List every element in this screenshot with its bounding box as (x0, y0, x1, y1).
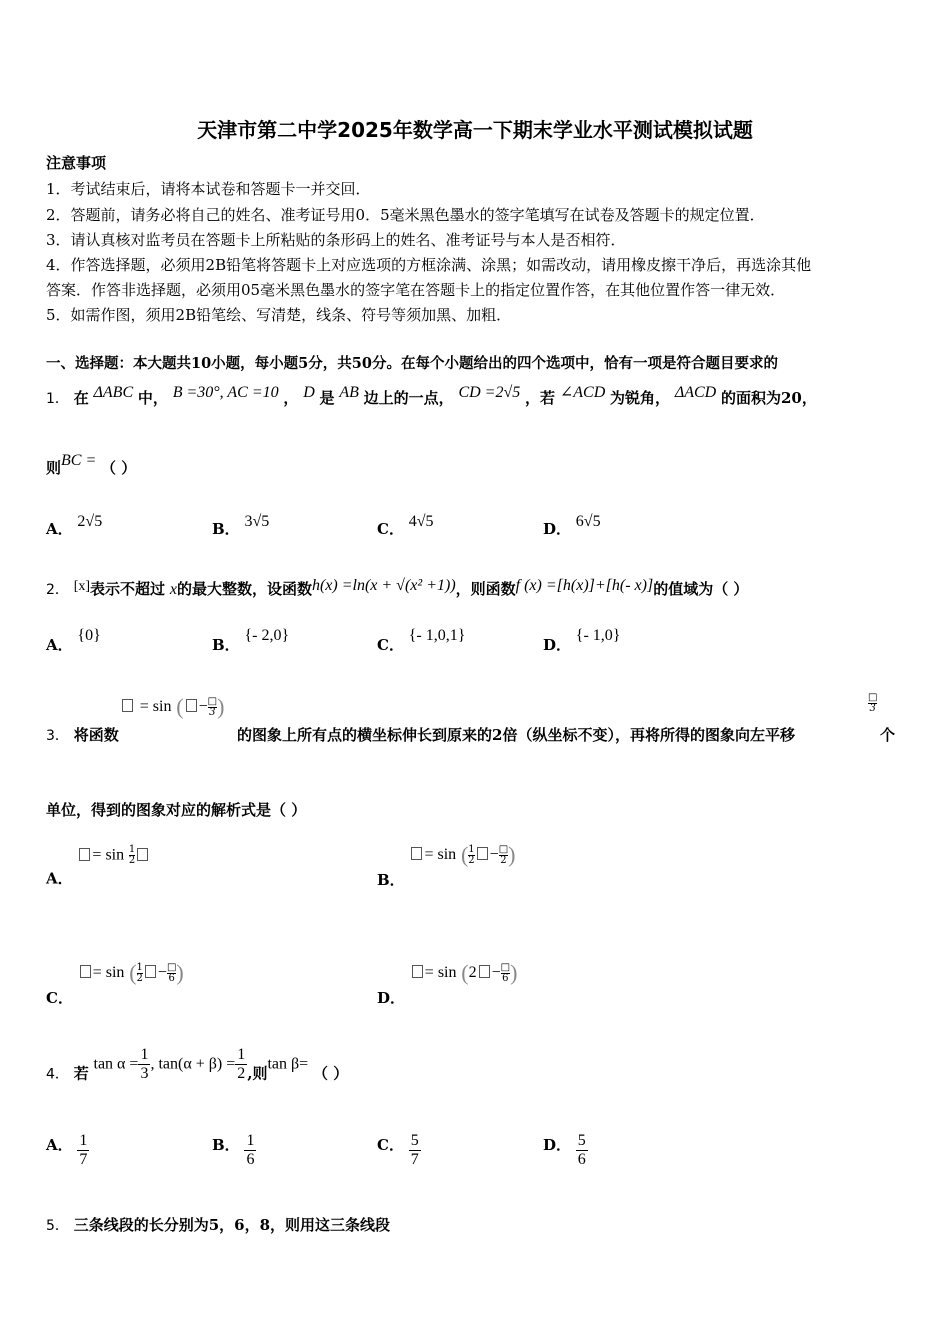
q2-math: h(x) =ln(x + √(x² +1)) (311, 577, 456, 594)
q3-math: = sin (139, 698, 172, 715)
option-label: A． (46, 636, 73, 654)
q3-function: = sin ( − $\frac{□}{3}$) (120, 694, 224, 720)
q4-text: ,则 (247, 1064, 268, 1083)
option-label: D． (543, 1136, 572, 1154)
q1-option-a[interactable] (46, 512, 102, 539)
q1-math: B =30°, AC =10 (172, 384, 279, 401)
q1-math: AB (339, 384, 359, 401)
option-value: = sin (424, 846, 457, 863)
option-value: 3√5 (244, 513, 270, 530)
q2-option-c[interactable] (377, 626, 465, 655)
q3-fraction: $\frac{□}{3}$ (207, 695, 218, 718)
q2-math: f (x) =[h(x)]+[h(- x)] (515, 577, 654, 594)
question-number: 5． (46, 1218, 69, 1234)
notice-item: 5．如需作图，须用2B铅笔绘、写清楚，线条、符号等须加黑、加粗． (46, 306, 512, 324)
q4-math: tan β= (267, 1055, 309, 1073)
option-label: B． (377, 871, 405, 889)
q4-text: （ ） (312, 1064, 349, 1083)
q4-option-c[interactable]: C． $\frac{5}{7}$ (377, 1132, 419, 1168)
placeholder-glyph (122, 699, 133, 712)
option-value: {- 1,0} (575, 627, 621, 644)
option-label: D． (543, 520, 572, 538)
notice-heading: 注意事项 (46, 154, 107, 172)
q1-text: 的面积为20， (721, 389, 817, 407)
option-value: {- 1,0,1} (408, 627, 466, 644)
q3-text: 单位，得到的图象对应的解析式是（ ） (46, 801, 307, 819)
notice-item: 3．请认真核对监考员在答题卡上所粘贴的条形码上的姓名、准考证号与本人是否相符． (46, 231, 626, 249)
q2-math: x (169, 581, 177, 598)
page-title: 天津市第二中学2025年数学高一下期末学业水平测试模拟试题 (197, 118, 753, 142)
q1-text: 中， (137, 389, 168, 407)
q3-text-line (237, 724, 795, 745)
question-3-line (46, 724, 119, 745)
q1-text: 在 (73, 389, 89, 407)
q4-math: tan α = (93, 1055, 139, 1073)
question-number: 2． (46, 582, 69, 598)
option-label: B． (212, 520, 240, 538)
q4-fraction: $\frac{1}{2}$ (237, 1046, 246, 1082)
q2-text: ，则函数 (455, 580, 516, 598)
q1-option-d[interactable] (543, 512, 601, 539)
option-label: A． (46, 869, 73, 888)
option-label: D． (543, 636, 572, 654)
q3-text: 将函数 (73, 726, 119, 744)
section-heading: 一、选择题：本大题共10小题，每小题5分，共50分。在每个小题给出的四个选项中，恰有一项是符合题目要求的 (46, 355, 778, 372)
q1-math: ∠ACD (559, 384, 606, 401)
q3-text: 的图象上所有点的横坐标伸长到原来的2倍（纵坐标不变），再将所得的图象向左平移 (237, 726, 795, 744)
q3-shift-fraction: $\frac{□}{3}$ (868, 692, 878, 714)
q3-text: 个 (880, 726, 896, 744)
option-label: C． (377, 520, 404, 538)
q2-text: 的最大整数，设函数 (176, 580, 312, 598)
q4-math: , tan(α + β) = (150, 1055, 236, 1073)
q2-text: 表示不超过 (90, 580, 166, 598)
q1-math: ΔABC (93, 384, 134, 401)
question-2-line (46, 577, 748, 599)
q4-option-d[interactable]: D． $\frac{5}{6}$ (543, 1132, 586, 1168)
q5-text: 三条线段的长分别为5，6，8，则用这三条线段 (73, 1216, 391, 1234)
q2-math: [x] (73, 579, 91, 594)
option-value: = sin (92, 964, 125, 981)
q1-text: 是 (319, 389, 335, 407)
q1-math: CD =2√5 (458, 384, 521, 401)
option-label: B． (212, 1136, 240, 1154)
option-value: 4√5 (408, 513, 434, 530)
notice-item: 4．作答选择题，必须用2B铅笔将答题卡上对应选项的方框涂满、涂黑；如需改动，请用橡皮擦干净后，再选涂其他 (46, 256, 812, 274)
q3-option-b[interactable]: B． = sin ( $\frac{1}{2}$ − $\frac{□}{2}$) (377, 842, 516, 889)
option-label: A． (46, 520, 73, 538)
notice-item: 答案．作答非选择题，必须用05毫米黑色墨水的签字笔在答题卡上的指定位置作答，在其他位置作答一律无效． (46, 281, 786, 299)
q1-option-c[interactable] (377, 512, 434, 539)
question-1-line (46, 382, 817, 408)
option-value: {- 2,0} (244, 627, 290, 644)
q3-option-a[interactable]: A． = sin $\frac{1}{2}$ (46, 845, 150, 889)
q1-math: BC = (61, 452, 97, 469)
q1-text: 则 (46, 459, 62, 477)
q2-option-d[interactable] (543, 626, 620, 655)
option-value: 6√5 (575, 513, 601, 530)
question-1-line2 (46, 452, 136, 478)
q2-option-a[interactable] (46, 626, 101, 655)
q1-text: ， (283, 389, 299, 407)
q1-text: ，若 (525, 389, 556, 407)
question-number: 1． (46, 391, 69, 407)
option-value: = sin (92, 846, 125, 864)
q1-text: （ ） (101, 459, 137, 477)
question-number: 4． (46, 1066, 69, 1083)
question-4-line (46, 1046, 348, 1084)
q4-fraction: $\frac{1}{3}$ (140, 1046, 149, 1082)
option-label: C． (46, 989, 73, 1007)
q3-math: − (198, 698, 208, 715)
q4-option-a[interactable]: A． $\frac{1}{7}$ (46, 1132, 88, 1168)
notice-item: 1．考试结束后，请将本试卷和答题卡一并交回． (46, 180, 371, 198)
option-value: = sin (424, 964, 457, 981)
q4-text: 若 (73, 1064, 89, 1083)
q2-option-b[interactable] (212, 626, 289, 655)
q1-option-b[interactable] (212, 512, 269, 539)
notice-item: 2．答题前，请务必将自己的姓名、准考证号用0．5毫米黑色墨水的签字笔填写在试卷及答题卡的规定位置． (46, 206, 765, 224)
option-value: {0} (77, 627, 101, 644)
option-value: 2√5 (77, 513, 103, 530)
q1-math: ΔACD (674, 384, 717, 401)
option-label: A． (46, 1136, 73, 1154)
q1-text: 边上的一点， (363, 389, 454, 407)
q3-option-d[interactable]: D． = sin (2 − $\frac{□}{6}$) (377, 960, 518, 1007)
question-number: 3． (46, 728, 69, 744)
option-label: C． (377, 1136, 404, 1154)
q1-math: D (303, 384, 315, 401)
q4-option-b[interactable]: B． $\frac{1}{6}$ (212, 1132, 255, 1168)
option-label: B． (212, 636, 240, 654)
q2-text: 的值域为（ ） (653, 580, 749, 598)
q1-text: 为锐角， (610, 389, 671, 407)
q3-option-c[interactable]: C． = sin ( $\frac{1}{2}$ − $\frac{□}{6}$) (46, 960, 184, 1007)
question-5-line (46, 1214, 390, 1235)
option-label: D． (377, 989, 406, 1007)
option-label: C． (377, 636, 404, 654)
